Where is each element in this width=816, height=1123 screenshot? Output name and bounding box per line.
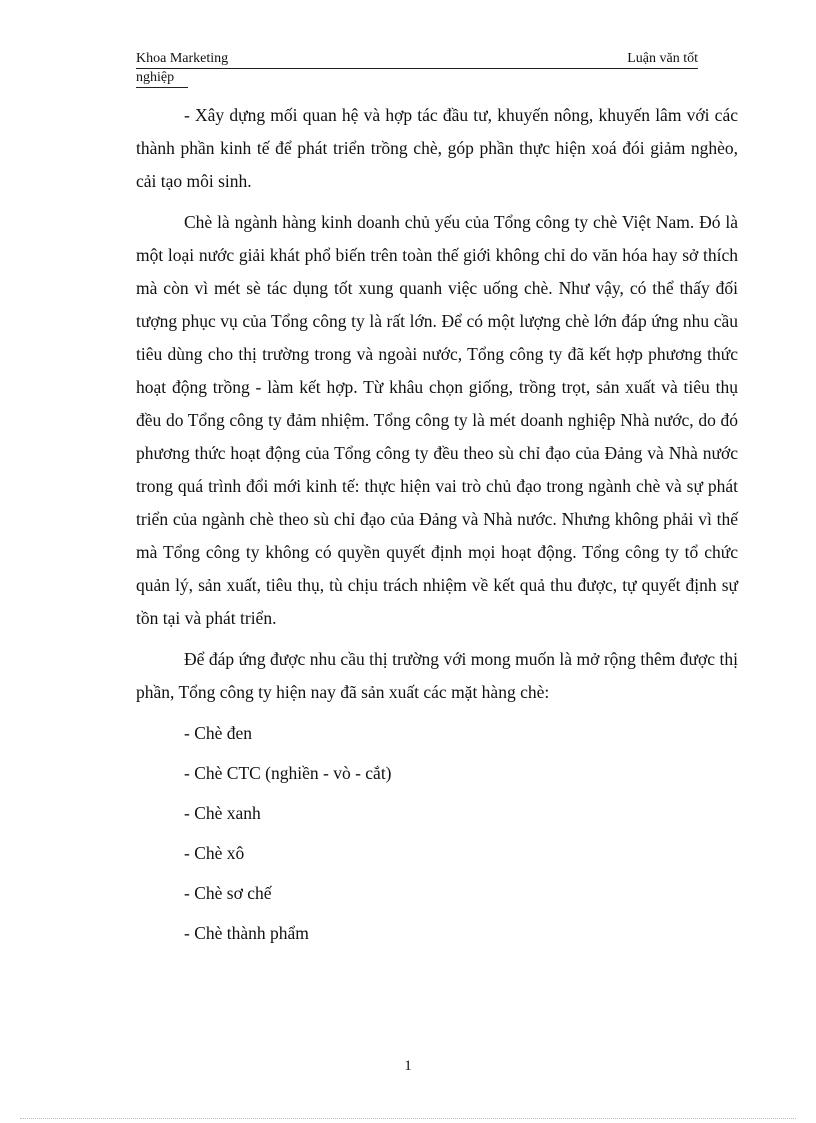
product-item: - Chè CTC (nghiền - vò - cắt) [184,763,392,783]
header-faculty: Khoa Marketing [136,51,229,66]
product-item: - Chè đen [184,723,253,743]
header-line [136,50,698,69]
page-header [136,50,698,88]
product-item: - Chè sơ chế [184,883,272,903]
paragraph-cooperation: - Xây dựng mối quan hệ và hợp tác đầu tư, khuyến nông, khuyến lâm với các thành phần kinh tế để phát triển trồng chè, góp phần thực hiện xoá đói giảm nghèo, cải tạo môi sinh. [136,105,738,191]
product-item: - Chè thành phẩm [184,923,309,943]
document-body [136,99,738,957]
page-number: 1 [404,1058,412,1074]
product-item: - Chè xô [184,843,245,863]
paragraph-tea-business: Chè là ngành hàng kinh doanh chủ yếu của Tổng công ty chè Việt Nam. Đó là một loại nước giải khát phổ biến trên toàn thế giới không chỉ do văn hóa hay sở thích mà còn vì mét sè tác dụng tốt xung quanh việc uống chè. Như vậy, có thể thấy đối tượng phục vụ của Tổng công ty là rất lớn. Để có một lượng chè lớn đáp ứng nhu cầu tiêu dùng cho thị trường trong và ngoài nước, Tổng công ty đã kết hợp phương thức hoạt động trồng - làm kết hợp. Từ khâu chọn giống, trồng trọt, sản xuất và tiêu thụ đều do Tổng công ty đảm nhiệm. Tổng công ty là mét doanh nghiệp Nhà nước, do đó phương thức hoạt động của Tổng công ty đều theo sù chỉ đạo của Đảng và Nhà nước trong quá trình đổi mới kinh tế: thực hiện vai trò chủ đạo trong ngành chè và sự phát triển của ngành chè theo sù chỉ đạo của Đảng và Nhà nước. Nhưng không phải vì thế mà Tổng công ty không có quyền quyết định mọi hoạt động. Tổng công ty tổ chức quản lý, sản xuất, tiêu thụ, tù chịu trách nhiệm về kết quả thu được, tự quyết định sự tồn tại và phát triển. [136,212,738,628]
paragraph-products-intro: Để đáp ứng được nhu cầu thị trường với mong muốn là mở rộng thêm được thị phần, Tổng công ty hiện nay đã sản xuất các mặt hàng chè: [136,649,738,702]
product-item: - Chè xanh [184,803,261,823]
page-bottom-rule [20,1118,796,1119]
header-thesis-continuation: nghiệp [136,69,188,88]
header-thesis-label: Luận văn tốt [627,51,698,66]
